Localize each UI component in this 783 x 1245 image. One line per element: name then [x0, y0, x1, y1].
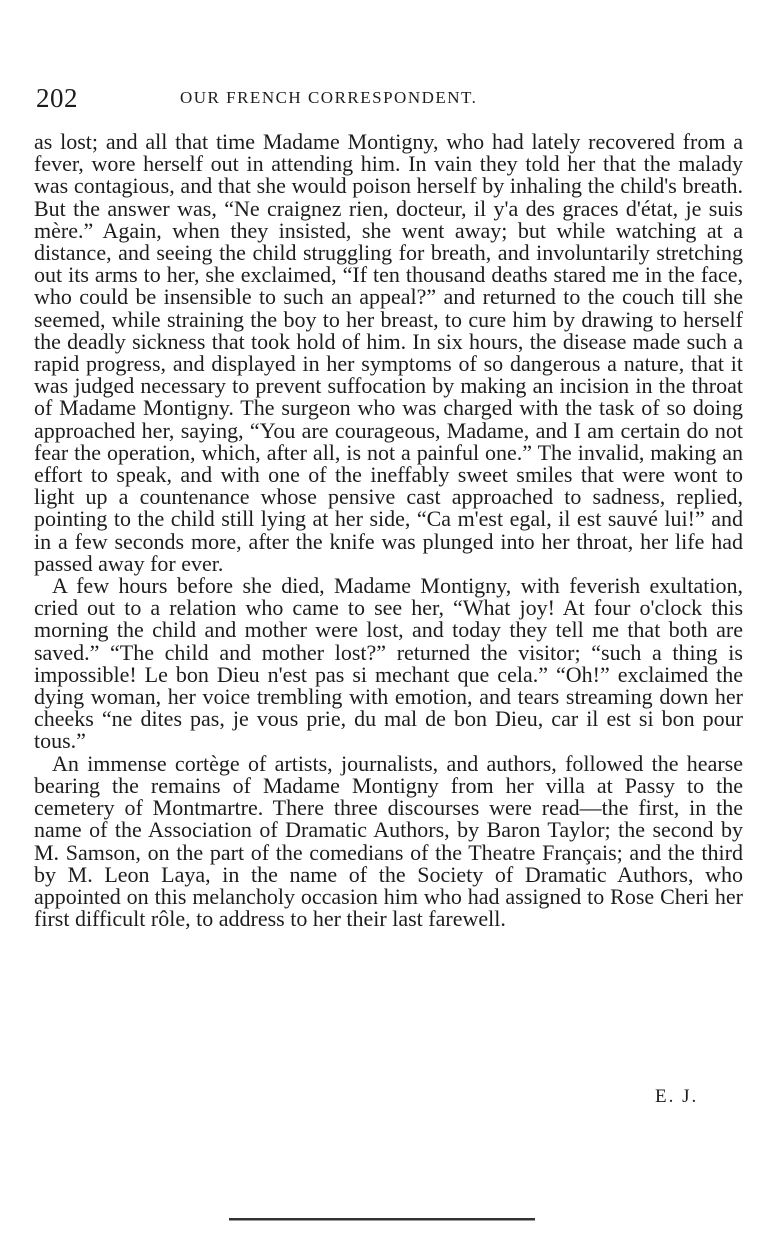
article-body [34, 131, 743, 930]
paragraph-3: An immense cortège of artists, journalists, and authors, followed the hearse bearing the remains of Madame Montigny from her villa at Passy to the cemetery of Montmartre. There three discourses were read—the first, in the name of the Association of Dramatic Authors, by Baron Taylor; the second by M. Samson, on the part of the comedians of the Theatre Français; and the third by M. Leon Laya, in the name of the Society of Dramatic Authors, who appointed on this melancholy occasion him who had assigned to Rose Cheri her first difficult rôle, to address to her their last farewell. [34, 750, 743, 932]
closing-rule-shadow [229, 1220, 535, 1221]
paragraph-1: as lost; and all that time Madame Montigny, who had lately recovered from a fever, wore herself out in attending him. In vain they told her that the malady was contagious, and that she would poison herself by inhaling the child's breath. But the answer was, “Ne craignez rien, docteur, il y'a des graces d'état, je suis mère.” Again, when they insisted, she went away; but while watching at a distance, and seeing the child struggling for breath, and involuntarily stretching out its arms to her, she exclaimed, “If ten thousand deaths stared me in the face, who could be insensible to such an appeal?” and returned to the couch till she seemed, while straining the boy to her breast, to cure him by drawing to herself the deadly sickness that took hold of him. In six hours, the disease made such a rapid progress, and displayed in her symptoms of so dangerous a nature, that it was judged necessary to prevent suffocation by making an incision in the throat of Madame Montigny. The surgeon who was charged with the task of so doing approached her, saying, “You are courageous, Madame, and I am certain do not fear the operation, which, after all, is not a painful one.” The invalid, making an effort to speak, and with one of the ineffably sweet smiles that were wont to light up a countenance whose pensive cast approached to sadness, replied, pointing to the child still lying at her side, “Ca m'est egal, il est sauvé lui!” and in a few seconds more, after the knife was plunged into her throat, her life had passed away for ever. [34, 129, 743, 576]
running-head [36, 78, 742, 118]
page-number: 202 [36, 83, 78, 113]
author-signature: E. J. [655, 1086, 699, 1107]
page-title: OUR FRENCH CORRESPONDENT. [180, 88, 478, 107]
paragraph-2: A few hours before she died, Madame Montigny, with feverish exultation, cried out to a relation who came to see her, “What joy! At four o'clock this morning the child and mother were lost, and today they tell me that both are saved.” “The child and mother lost?” returned the visitor; “such a thing is impossible! Le bon Dieu n'est pas si mechant que cela.” “Oh!” exclaimed the dying woman, her voice trembling with emotion, and tears streaming down her cheeks “ne dites pas, je vous prie, du mal de bon Dieu, car il est si bon pour tous.” [34, 573, 743, 754]
